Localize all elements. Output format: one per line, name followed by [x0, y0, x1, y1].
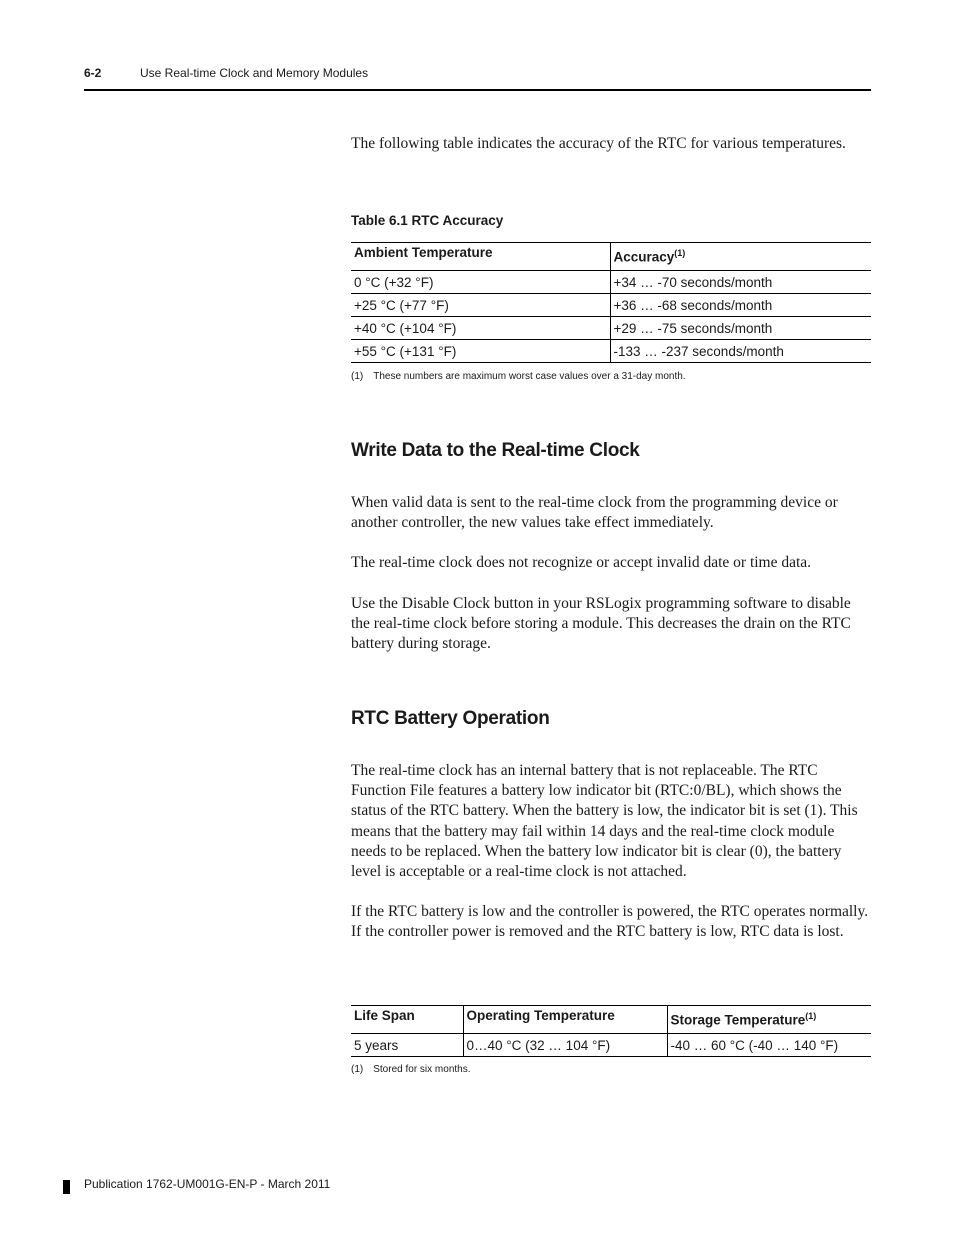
paragraph: If the RTC battery is low and the controller is powered, the RTC operates normally. If the controller power is removed and the RTC battery is low, RTC data is lost.: [351, 903, 869, 941]
page-number: 6-2: [84, 66, 102, 80]
cell-accuracy: +34 … -70 seconds/month: [610, 271, 871, 294]
table-row: [351, 340, 871, 363]
cell-storage-temperature: -40 … 60 °C (-40 … 140 °F): [667, 1034, 871, 1057]
table-row: [351, 317, 871, 340]
cell-life-span: 5 years: [351, 1034, 463, 1057]
table1-caption: Table 6.1 RTC Accuracy: [351, 213, 504, 228]
cell-temperature: +25 °C (+77 °F): [351, 294, 610, 317]
cell-temperature: 0 °C (+32 °F): [351, 271, 610, 294]
cell-accuracy: -133 … -237 seconds/month: [610, 340, 871, 363]
intro-paragraph: The following table indicates the accuracy of the RTC for various temperatures.: [351, 135, 846, 152]
publication-footer: Publication 1762-UM001G-EN-P - March 2011: [84, 1177, 331, 1191]
section-heading-battery-operation: RTC Battery Operation: [351, 708, 550, 729]
cell-accuracy: +36 … -68 seconds/month: [610, 294, 871, 317]
rtc-accuracy-table: [351, 242, 871, 363]
section-heading-write-data: Write Data to the Real-time Clock: [351, 440, 640, 461]
col-header-accuracy: Accuracy$^{(1)}$: [610, 243, 871, 271]
chapter-title: Use Real-time Clock and Memory Modules: [140, 66, 369, 80]
cell-temperature: +55 °C (+131 °F): [351, 340, 610, 363]
table1-footnote: (1) These numbers are maximum worst case values over a 31-day month.: [351, 371, 686, 382]
paragraph: The real-time clock has an internal battery that is not replaceable. The RTC Function File features a battery low indicator bit (RTC:0/BL), which shows the status of the RTC battery. When the battery is low, the indicator bit is set (1). This means that the battery may fail within 14 days and the real-time clock module needs to be replaced. When the battery low indicator bit is clear (0), the battery level is acceptable or a real-time clock is not attached.: [351, 762, 858, 881]
col-header-ambient-temperature: Ambient Temperature: [351, 243, 610, 271]
footnote-ref: (1): [674, 248, 686, 259]
col-header-life-span: Life Span: [351, 1006, 463, 1034]
table2-footnote: (1) Stored for six months.: [351, 1064, 471, 1075]
footer-marker: [63, 1180, 70, 1194]
table-row: [351, 1034, 871, 1057]
footnote-ref: (1): [805, 1011, 817, 1022]
battery-specs-table: [351, 1005, 871, 1057]
table1-header-row: [351, 243, 871, 271]
table2-header-row: [351, 1006, 871, 1034]
paragraph: Use the Disable Clock button in your RSLogix programming software to disable the real-time clock before storing a module. This decreases the drain on the RTC battery during storage.: [351, 595, 851, 653]
col-header-operating-temperature: Operating Temperature: [463, 1006, 667, 1034]
col-header-storage-temperature: Storage Temperature$^{(1)}$: [667, 1006, 871, 1034]
header-rule: [84, 89, 871, 91]
table-row: [351, 294, 871, 317]
paragraph: The real-time clock does not recognize or accept invalid date or time data.: [351, 554, 812, 571]
cell-temperature: +40 °C (+104 °F): [351, 317, 610, 340]
running-header: [84, 66, 369, 80]
cell-operating-temperature: 0…40 °C (32 … 104 °F): [463, 1034, 667, 1057]
table-row: [351, 271, 871, 294]
cell-accuracy: +29 … -75 seconds/month: [610, 317, 871, 340]
paragraph: When valid data is sent to the real-time clock from the programming device or another controller, the new values take effect immediately.: [351, 494, 838, 532]
